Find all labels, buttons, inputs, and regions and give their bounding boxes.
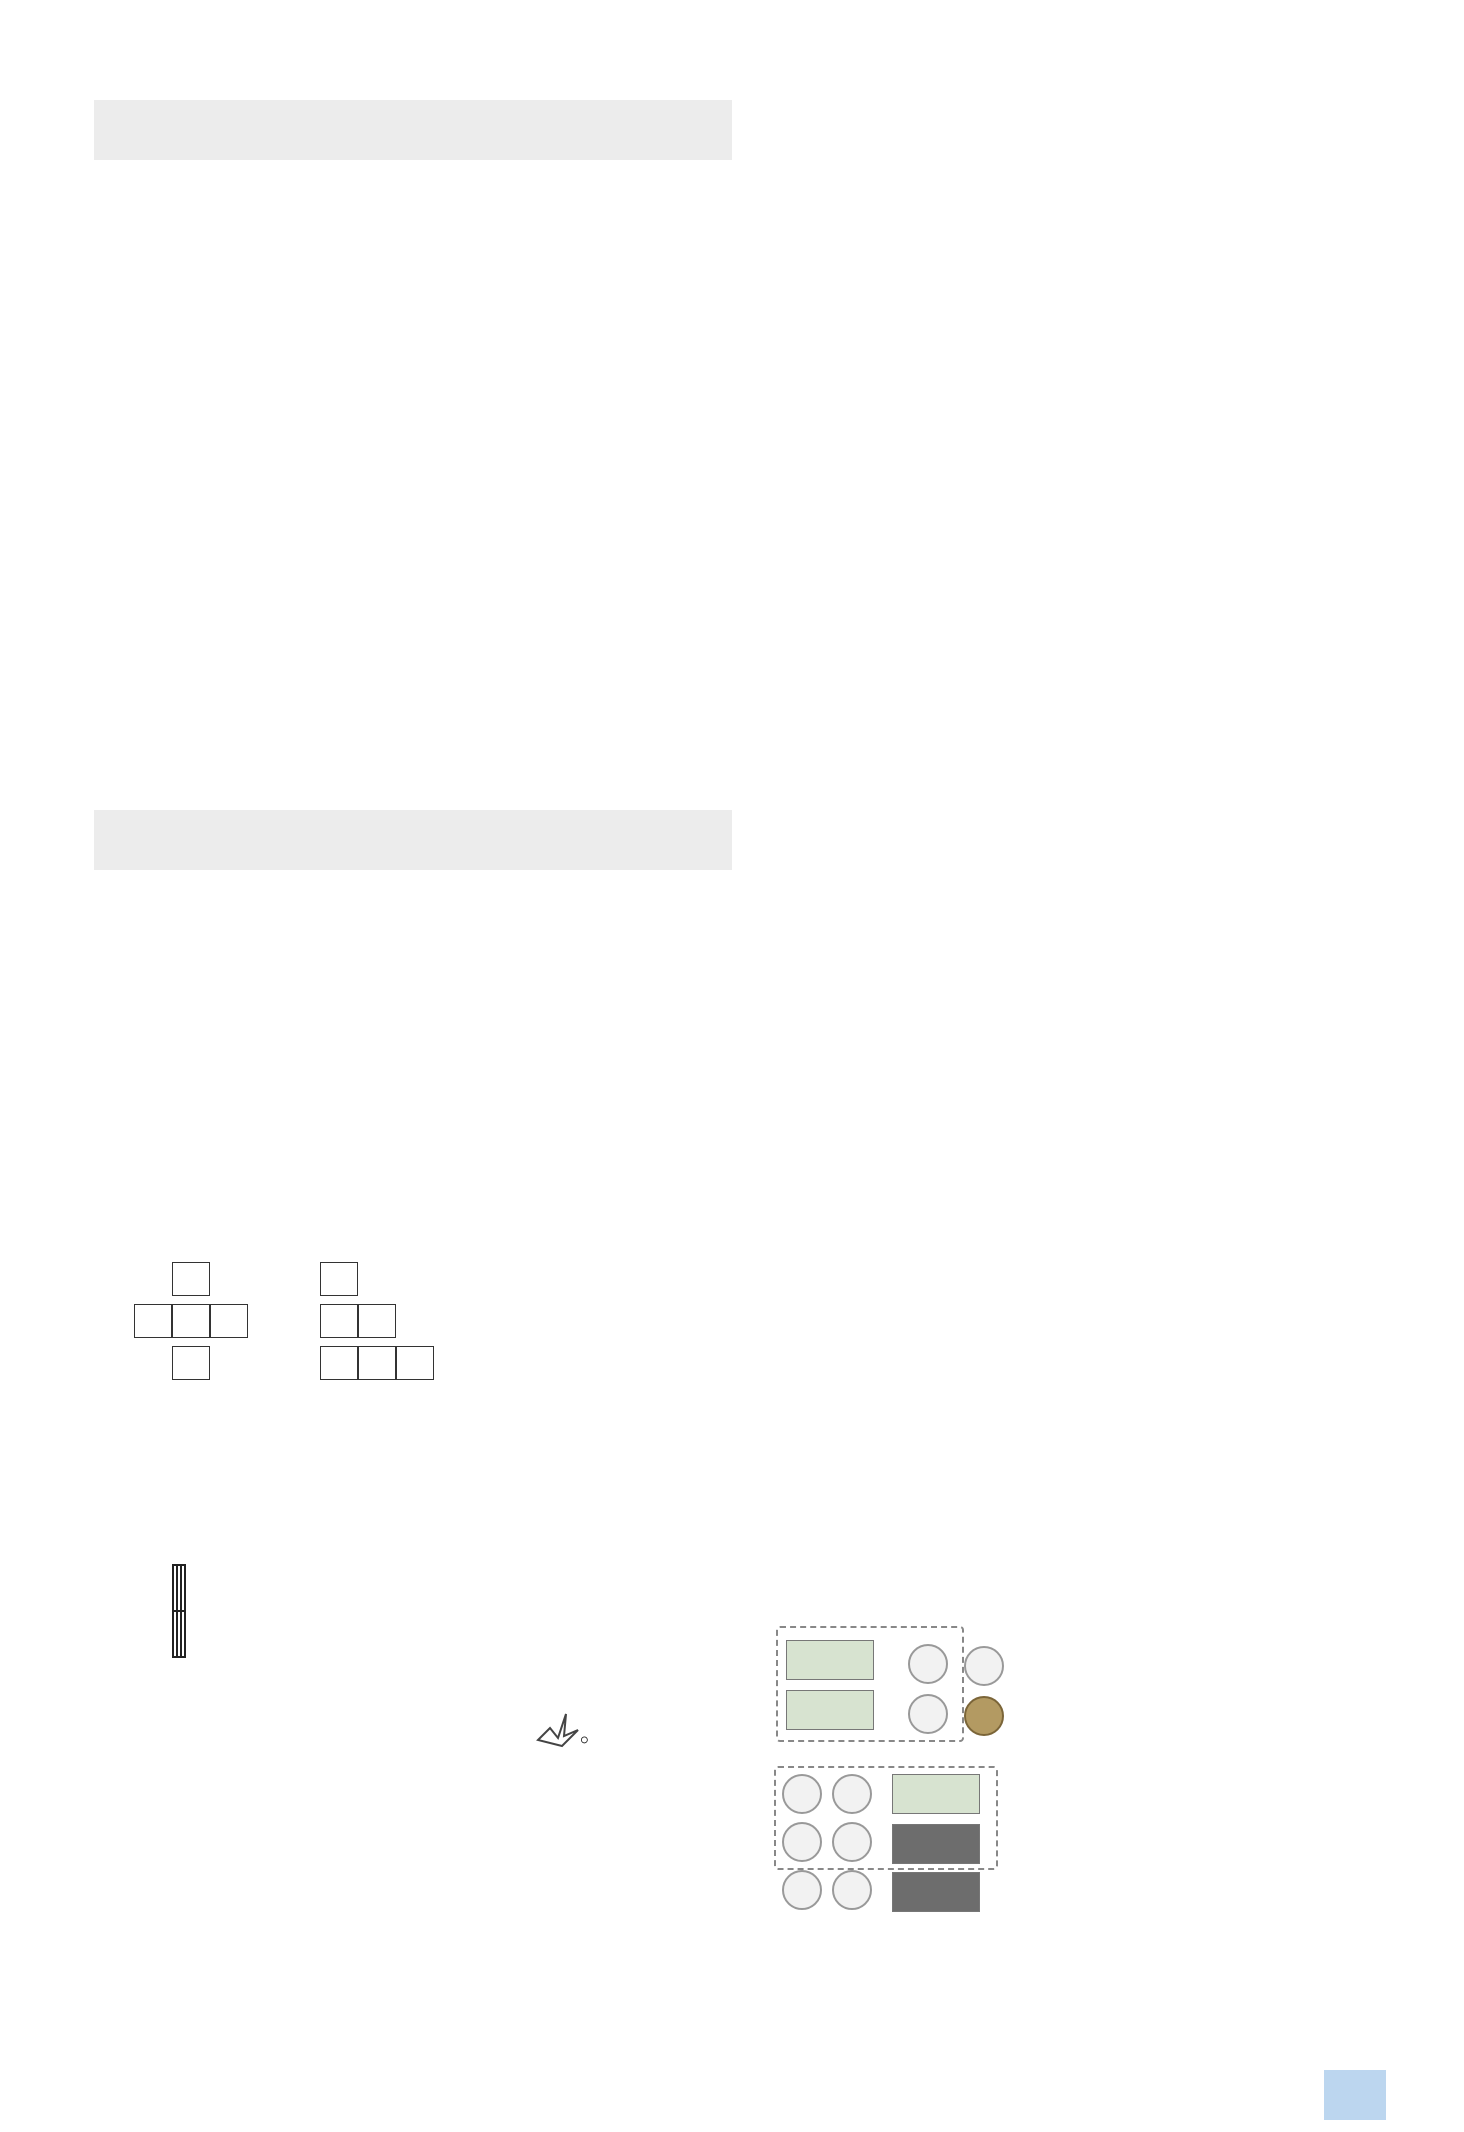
banknote-icon	[892, 1824, 980, 1864]
grid-cell	[320, 1304, 358, 1338]
grid-cell	[172, 1262, 210, 1296]
table-header-cell	[181, 1565, 185, 1611]
page-number	[1324, 2070, 1386, 2120]
period: 。	[580, 1719, 604, 1747]
coin-icon	[908, 1694, 948, 1734]
table-cell	[181, 1611, 185, 1657]
coin-icon	[964, 1646, 1004, 1686]
banknote-icon	[892, 1774, 980, 1814]
banknote-icon	[892, 1872, 980, 1912]
coin-icon	[782, 1822, 822, 1862]
grid-cell	[172, 1346, 210, 1380]
grid-cell	[358, 1346, 396, 1380]
coin-icon	[782, 1774, 822, 1814]
coin-icon	[832, 1822, 872, 1862]
grid-cell	[320, 1262, 358, 1296]
grid-cell	[358, 1304, 396, 1338]
analysis-box-2	[94, 810, 732, 870]
coin-icon	[782, 1870, 822, 1910]
paper-crane-icon	[536, 1710, 580, 1750]
grid-cell	[210, 1304, 248, 1338]
grid-cell	[320, 1346, 358, 1380]
table-row	[173, 1611, 185, 1657]
analysis-box-1	[94, 100, 732, 160]
coin-icon	[908, 1644, 948, 1684]
table-header-row	[173, 1565, 185, 1611]
coin-icon	[832, 1870, 872, 1910]
banknote-icon	[786, 1640, 874, 1680]
coin-icon	[964, 1696, 1004, 1736]
grid-cell	[134, 1304, 172, 1338]
coin-icon	[832, 1774, 872, 1814]
grid-cell	[396, 1346, 434, 1380]
count-table	[172, 1564, 186, 1658]
banknote-icon	[786, 1690, 874, 1730]
grid-cell	[172, 1304, 210, 1338]
